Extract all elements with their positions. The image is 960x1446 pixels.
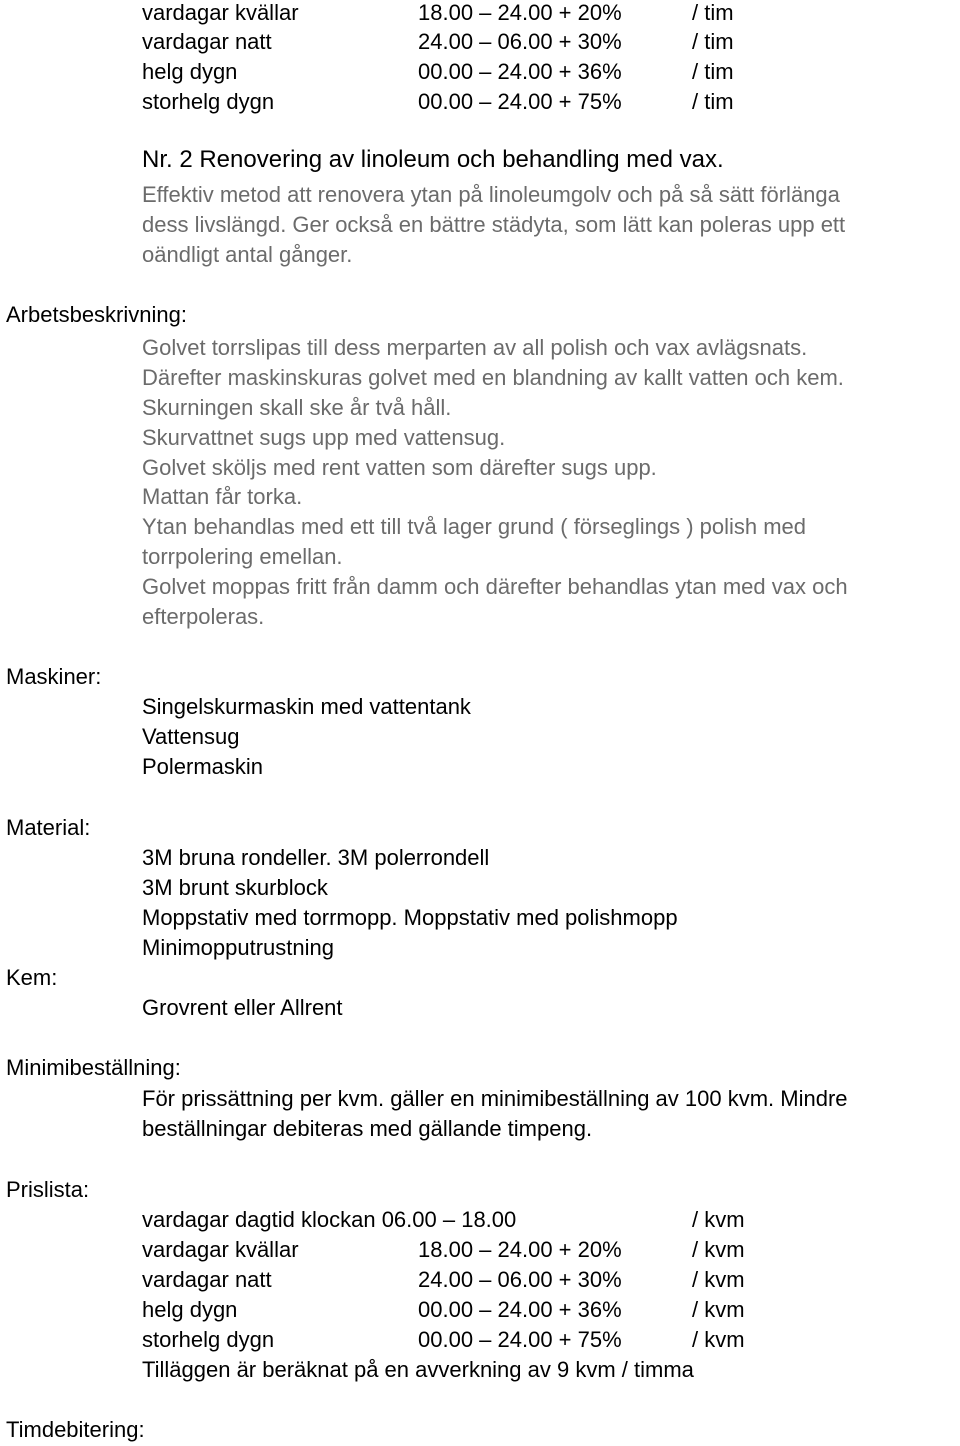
min-order-line: För prissättning per kvm. gäller en minimibeställning av 100 kvm. Mindre	[142, 1086, 848, 1111]
material-heading: Material:	[6, 815, 91, 840]
machines-heading: Maskiner:	[6, 664, 102, 689]
price-time: 24.00 – 06.00 + 30%	[418, 1267, 622, 1292]
price-time: 00.00 – 24.00 + 36%	[418, 1297, 622, 1322]
rate-time: 24.00 – 06.00 + 30%	[418, 29, 622, 54]
material-item: Minimopputrustning	[142, 935, 334, 960]
work-line: Mattan får torka.	[142, 484, 303, 509]
price-label: vardagar kvällar	[142, 1237, 299, 1262]
rate-label: vardagar kvällar	[142, 0, 299, 25]
min-order-line: beställningar debiteras med gällande timpeng.	[142, 1116, 593, 1141]
rate-unit: / tim	[692, 29, 734, 54]
material-item: 3M bruna rondeller. 3M polerrondell	[142, 845, 490, 870]
work-heading: Arbetsbeskrivning:	[6, 302, 187, 327]
price-label: helg dygn	[142, 1297, 238, 1322]
rate-unit: / tim	[692, 89, 734, 114]
work-line: efterpoleras.	[142, 604, 265, 629]
price-label: vardagar dagtid klockan 06.00 – 18.00	[142, 1207, 517, 1232]
price-unit: / kvm	[692, 1237, 745, 1262]
rate-unit: / tim	[692, 59, 734, 84]
price-label: vardagar natt	[142, 1267, 272, 1292]
intro-line: dess livslängd. Ger också en bättre städyta, som lätt kan poleras upp ett	[142, 212, 846, 237]
rate-time: 00.00 – 24.00 + 36%	[418, 59, 622, 84]
price-time: 00.00 – 24.00 + 75%	[418, 1327, 622, 1352]
pricelist-heading: Prislista:	[6, 1177, 90, 1202]
material-item: 3M brunt skurblock	[142, 875, 328, 900]
machine-item: Singelskurmaskin med vattentank	[142, 694, 471, 719]
chem-heading: Kem:	[6, 965, 58, 990]
work-line: Skurningen skall ske år två håll.	[142, 395, 452, 420]
hourly-heading: Timdebitering:	[6, 1417, 145, 1442]
rate-label: helg dygn	[142, 59, 238, 84]
rate-label: vardagar natt	[142, 29, 272, 54]
price-unit: / kvm	[692, 1297, 745, 1322]
work-line: Skurvattnet sugs upp med vattensug.	[142, 425, 506, 450]
work-line: Ytan behandlas med ett till två lager grund ( förseglings ) polish med	[142, 514, 807, 539]
work-line: Golvet torrslipas till dess merparten av all polish och vax avlägsnats.	[142, 335, 808, 360]
intro-line: oändligt antal gånger.	[142, 242, 353, 267]
work-line: Golvet sköljs med rent vatten som därefter sugs upp.	[142, 455, 657, 480]
material-item: Moppstativ med torrmopp. Moppstativ med polishmopp	[142, 905, 678, 930]
work-line: Golvet moppas fritt från damm och därefter behandlas ytan med vax och	[142, 574, 848, 599]
rate-time: 00.00 – 24.00 + 75%	[418, 89, 622, 114]
price-time: 18.00 – 24.00 + 20%	[418, 1237, 622, 1262]
price-unit: / kvm	[692, 1267, 745, 1292]
section-title: Nr. 2 Renovering av linoleum och behandling med vax.	[142, 146, 724, 173]
min-order-heading: Minimibeställning:	[6, 1055, 181, 1080]
machine-item: Vattensug	[142, 724, 240, 749]
work-line: torrpolering emellan.	[142, 544, 343, 569]
rate-time: 18.00 – 24.00 + 20%	[418, 0, 622, 25]
price-unit: / kvm	[692, 1327, 745, 1352]
machine-item: Polermaskin	[142, 754, 264, 779]
work-line: Därefter maskinskuras golvet med en blandning av kallt vatten och kem.	[142, 365, 844, 390]
price-unit: / kvm	[692, 1207, 745, 1232]
chem-value: Grovrent eller Allrent	[142, 995, 343, 1020]
intro-line: Effektiv metod att renovera ytan på linoleumgolv och på så sätt förlänga	[142, 182, 840, 207]
rate-unit: / tim	[692, 0, 734, 25]
rate-label: storhelg dygn	[142, 89, 275, 114]
pricelist-note: Tilläggen är beräknat på en avverkning av 9 kvm / timma	[142, 1357, 694, 1382]
price-label: storhelg dygn	[142, 1327, 275, 1352]
